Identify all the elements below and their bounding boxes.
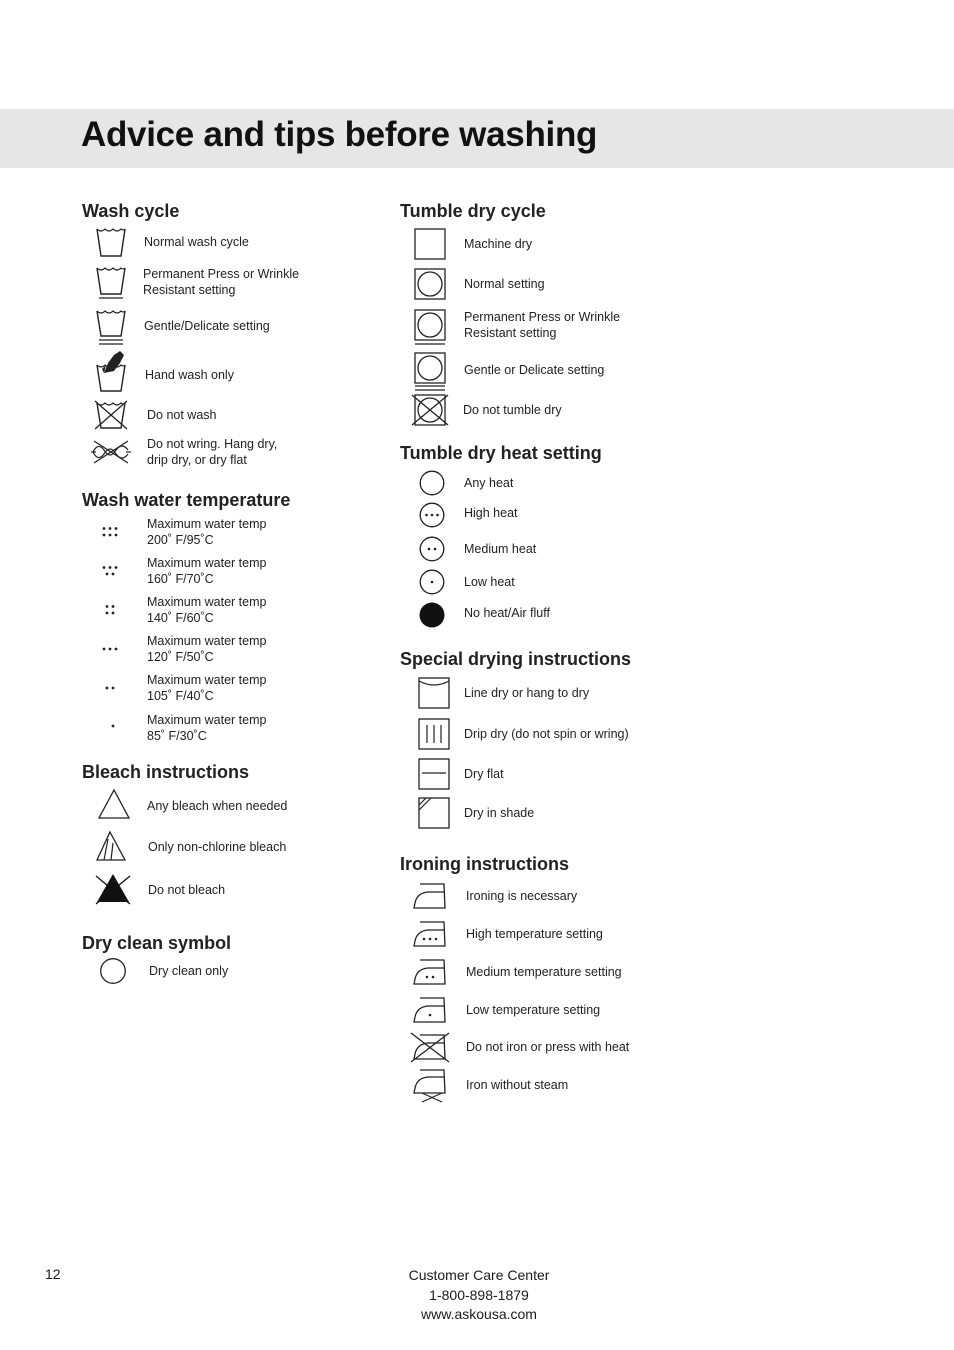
- empty-circle-icon: [419, 470, 445, 496]
- item-label: Permanent Press or Wrinkle Resistant setting: [464, 310, 621, 340]
- crossed-filled-triangle-icon: [94, 872, 132, 906]
- drip-dry-icon: [418, 718, 450, 750]
- special-drying-title: Special drying instructions: [400, 649, 632, 669]
- item-label: Maximum water temp 105˚ F/40˚C: [147, 673, 267, 703]
- item-label: Medium temperature setting: [466, 965, 622, 979]
- item-label: High temperature setting: [466, 927, 603, 941]
- item-label: Maximum water temp 160˚ F/70˚C: [147, 556, 267, 586]
- triangle-icon: [97, 788, 131, 820]
- wash-tub-one-bar-icon: [96, 265, 126, 301]
- dry-flat-icon: [418, 758, 450, 790]
- item-label: Iron without steam: [466, 1078, 569, 1092]
- item-label: High heat: [464, 506, 518, 520]
- six-dots-icon: [100, 526, 120, 538]
- circle-three-dots-icon: [419, 502, 445, 528]
- item-label: No heat/Air fluff: [464, 606, 550, 620]
- wash-tub-icon: [96, 226, 126, 258]
- item-label: Do not wash: [147, 408, 217, 422]
- item-label: Ironing is necessary: [466, 889, 578, 903]
- item-label: Low heat: [464, 575, 515, 589]
- item-label: Dry in shade: [464, 806, 535, 820]
- tumble-heat-title: Tumble dry heat setting: [400, 443, 602, 463]
- item-label: Medium heat: [464, 542, 537, 556]
- one-dot-icon: [100, 724, 120, 732]
- footer-contact: [379, 1266, 579, 1325]
- item-label: Do not bleach: [148, 883, 226, 897]
- footer-website: www.askousa.com: [421, 1306, 537, 1322]
- iron-one-dot-icon: [412, 995, 448, 1025]
- iron-three-dots-icon: [412, 919, 448, 949]
- wash-cycle-title: Wash cycle: [82, 201, 180, 221]
- item-label: Any heat: [464, 476, 514, 490]
- square-circle-two-bars-icon: [414, 352, 446, 392]
- striped-triangle-icon: [95, 830, 129, 862]
- square-icon: [414, 228, 446, 260]
- item-label: Permanent Press or Wrinkle Resistant setting: [143, 267, 300, 297]
- item-label: Gentle or Delicate setting: [464, 363, 605, 377]
- square-circle-icon: [414, 268, 446, 300]
- do-not-iron-icon: [410, 1031, 450, 1063]
- item-label: Line dry or hang to dry: [464, 686, 590, 700]
- item-label: Any bleach when needed: [147, 799, 288, 813]
- item-label: Dry clean only: [149, 964, 229, 978]
- item-label: Maximum water temp 200˚ F/95˚C: [147, 517, 267, 547]
- page-title: Advice and tips before washing: [81, 115, 598, 154]
- two-dots-icon: [100, 684, 120, 692]
- footer-line-1: Customer Care Center: [408, 1267, 550, 1283]
- circle-two-dots-icon: [419, 536, 445, 562]
- wash-tub-two-bars-icon: [96, 308, 126, 348]
- page-number: 12: [45, 1266, 61, 1282]
- wash-temp-title: Wash water temperature: [82, 490, 291, 510]
- square-circle-one-bar-icon: [414, 309, 446, 346]
- item-label: Gentle/Delicate setting: [144, 319, 270, 333]
- item-label: Dry flat: [464, 767, 504, 781]
- item-label: Only non-chlorine bleach: [148, 840, 287, 854]
- five-dots-icon: [100, 565, 120, 577]
- dry-clean-title: Dry clean symbol: [82, 933, 232, 953]
- ironing-title: Ironing instructions: [400, 854, 569, 874]
- bleach-title: Bleach instructions: [82, 762, 250, 782]
- dry-in-shade-icon: [418, 797, 450, 829]
- iron-icon: [412, 881, 448, 911]
- footer-phone: 1-800-898-1879: [429, 1286, 529, 1303]
- item-label: Do not tumble dry: [463, 403, 562, 417]
- item-label: Normal setting: [464, 277, 545, 291]
- filled-circle-icon: [419, 602, 445, 628]
- item-label: Machine dry: [464, 237, 533, 251]
- circle-icon: [99, 957, 127, 985]
- circle-one-dot-icon: [419, 569, 445, 595]
- item-label: Maximum water temp 85˚ F/30˚C: [147, 713, 267, 743]
- do-not-wring-icon: [90, 439, 132, 465]
- item-label: Do not iron or press with heat: [466, 1040, 630, 1054]
- do-not-wash-icon: [94, 400, 128, 430]
- item-label: Low temperature setting: [466, 1003, 601, 1017]
- three-dots-icon: [100, 645, 120, 653]
- title-banner: [0, 109, 954, 168]
- item-label: Normal wash cycle: [144, 235, 249, 249]
- item-label: Maximum water temp 140˚ F/60˚C: [147, 595, 267, 625]
- four-dots-icon: [100, 604, 120, 616]
- item-label: Drip dry (do not spin or wring): [464, 727, 629, 741]
- iron-two-dots-icon: [412, 957, 448, 987]
- item-label: Maximum water temp 120˚ F/50˚C: [147, 634, 267, 664]
- item-label: Do not wring. Hang dry, drip dry, or dry flat: [147, 437, 278, 467]
- item-label: Hand wash only: [145, 368, 234, 382]
- hand-wash-icon: [96, 349, 130, 393]
- do-not-tumble-dry-icon: [411, 394, 449, 426]
- iron-without-steam-icon: [412, 1067, 448, 1103]
- tumble-cycle-title: Tumble dry cycle: [400, 201, 546, 221]
- line-dry-icon: [418, 677, 450, 709]
